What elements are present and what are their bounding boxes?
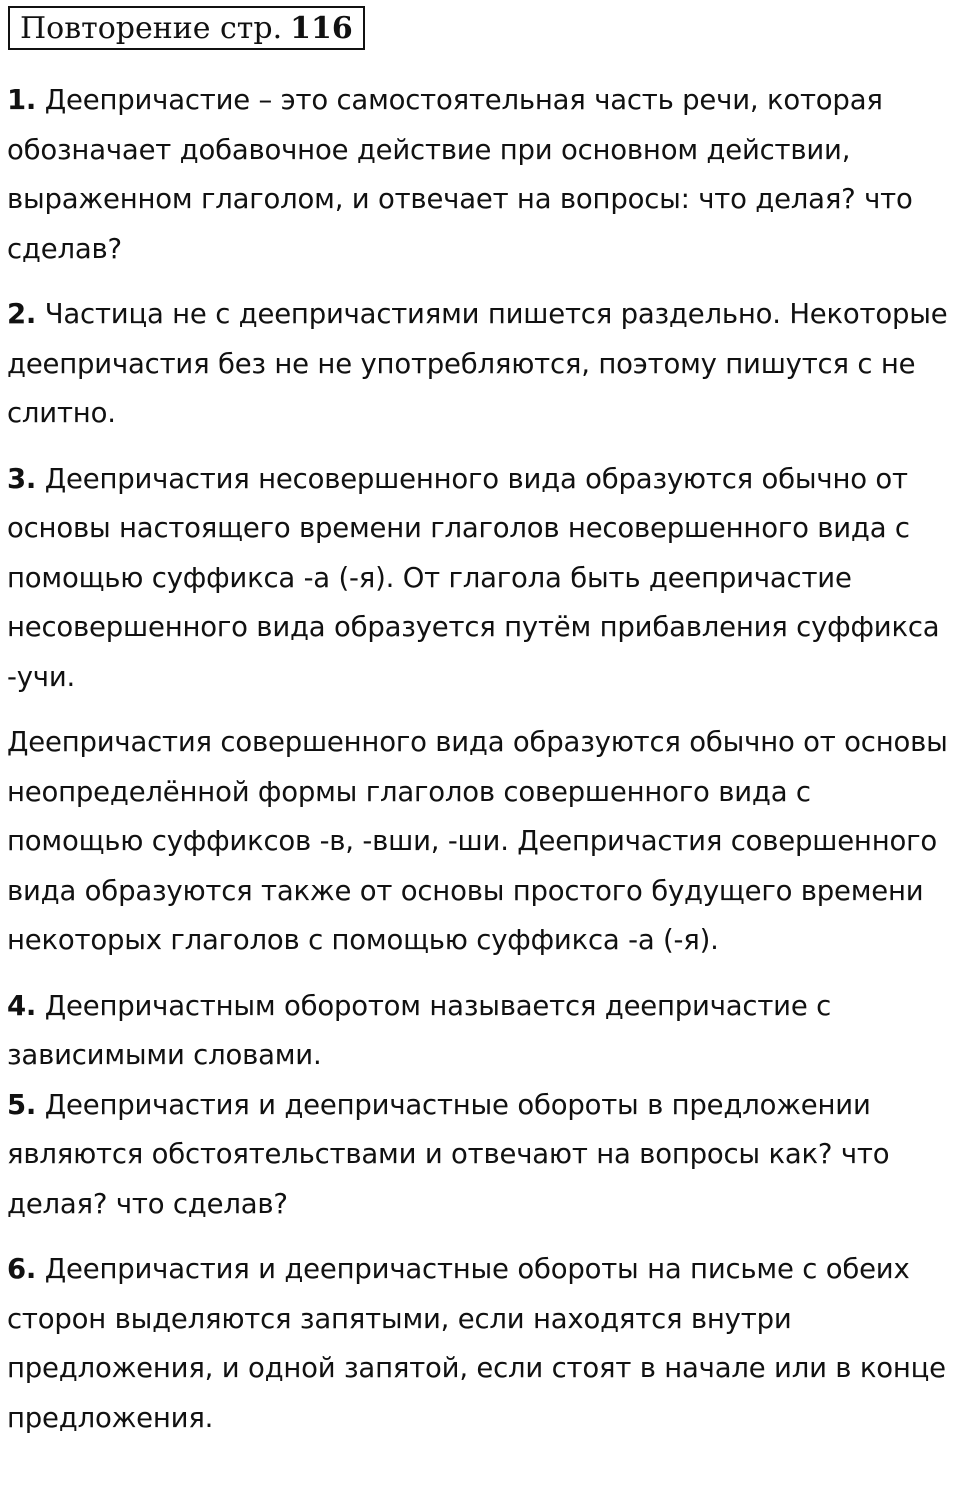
answer-2 [7,290,955,439]
answers-content [7,76,955,1443]
answer-text: Деепричастия совершенного вида образуются обычно от основы неопределённой формы глаголов совершенного вида с помощью суффиксов -в, -вши, -ши. Деепричастия совершенного вида образуются также от основы простого будущего времени некоторых глаголов с помощью суффикса -а (-я). [7,726,948,956]
answer-4 [7,982,955,1081]
answer-number: 2. [7,298,37,330]
page-title-label: Повторение стр. [20,10,283,46]
answer-text: Деепричастия и деепричастные обороты в предложении являются обстоятельствами и отвечают на вопросы как? что делая? что сделав? [7,1088,890,1220]
answer-number: 5. [7,1088,37,1121]
answer-1 [7,76,955,274]
page-title [8,6,365,50]
answer-number: 6. [7,1253,37,1285]
answer-text: Частица не с деепричастиями пишется раздельно. Некоторые деепричастия без не не употребляются, поэтому пишутся с не слитно. [7,298,948,429]
answer-text: Деепричастия несовершенного вида образуются обычно от основы настоящего времени глаголов несовершенного вида с помощью суффикса -а (-я). От глагола быть деепричастие несовершенного вида образуется путём прибавления суффикса -учи. [7,462,940,693]
answer-3-continued [7,718,955,966]
answer-text: Деепричастие – это самостоятельная часть речи, которая обозначает добавочное действие при основном действии, выраженном глаголом, и отвечает на вопросы: что делая? что сделав? [7,84,913,265]
page-number: 116 [290,10,353,46]
answer-3 [7,455,955,703]
answer-5 [7,1081,955,1230]
answer-text: Деепричастия и деепричастные обороты на письме с обеих сторон выделяются запятыми, если находятся внутри предложения, и одной запятой, если стоят в начале или в конце предложения. [7,1253,946,1434]
answer-number: 1. [7,84,37,116]
answer-text: Деепричастным оборотом называется деепричастие с зависимыми словами. [7,989,832,1071]
answer-6 [7,1245,955,1443]
answer-number: 4. [7,989,37,1022]
answer-number: 3. [7,462,37,495]
